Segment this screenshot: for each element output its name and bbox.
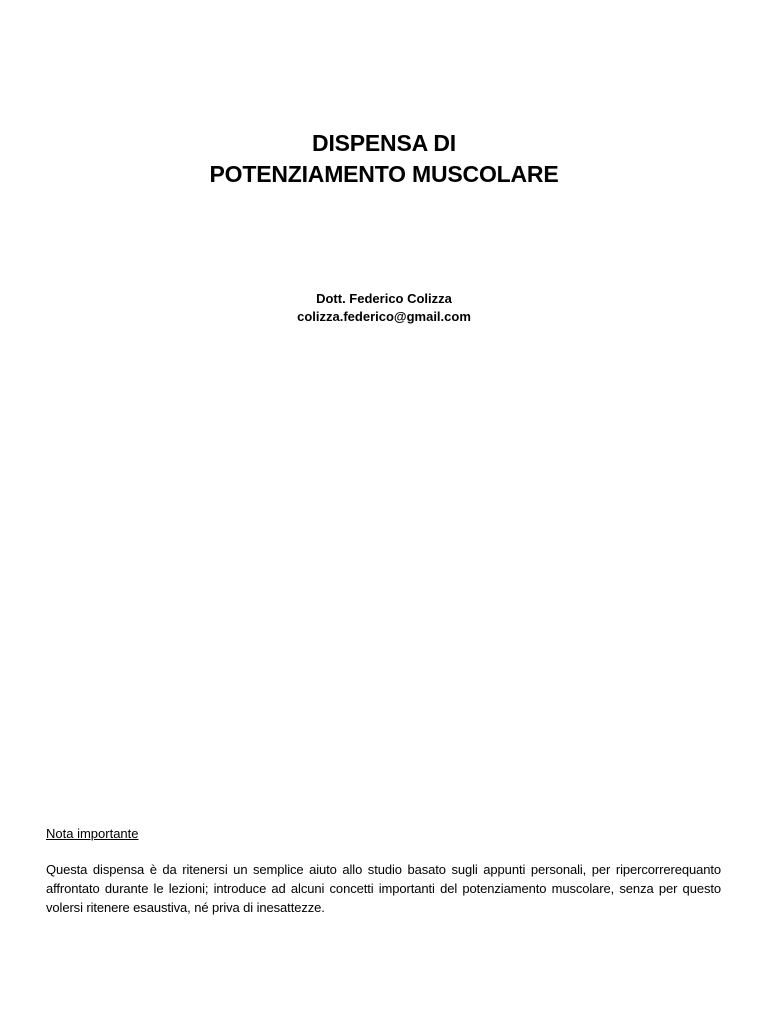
author-email: colizza.federico@gmail.com <box>297 309 471 324</box>
title-line-2: POTENZIAMENTO MUSCOLARE <box>209 161 559 187</box>
author-block <box>0 290 768 326</box>
title-line-1: DISPENSA DI <box>312 130 456 156</box>
note-body: Questa dispensa è da ritenersi un semplice aiuto allo studio basato sugli appunti personali, per ripercorrerequanto affrontato durante le lezioni; introduce ad alcuni concetti importanti del potenziamento muscolare, senza per questo volersi ritenere esaustiva, né priva di inesattezze. <box>46 862 721 915</box>
note-heading: Nota importante <box>46 826 139 841</box>
document-title <box>0 128 768 190</box>
author-name: Dott. Federico Colizza <box>316 291 452 306</box>
